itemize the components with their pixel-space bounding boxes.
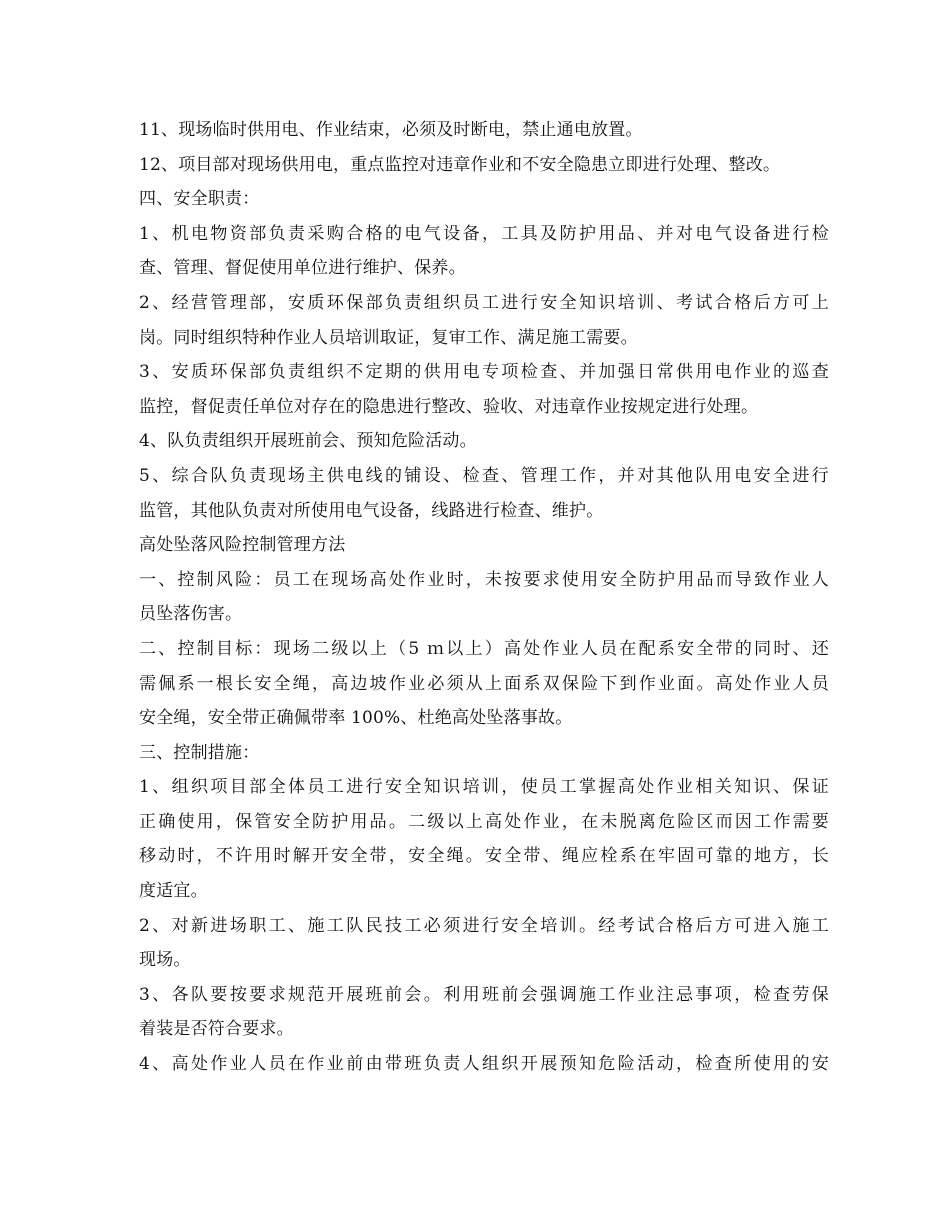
paragraph-line: 12、项目部对现场供用电，重点监控对违章作业和不安全隐患立即进行处理、整改。 [139,154,781,175]
paragraph-line: 岗。同时组织特种作业人员培训取证，复审工作、满足施工需要。 [139,327,638,348]
section-heading: 三、控制措施： [139,742,260,763]
paragraph-line: 2、对新进场职工、施工队民技工必须进行安全培训。经考试合格后方可进入施工 [139,915,829,936]
paragraph-line: 11、现场临时供用电、作业结束，必须及时断电，禁止通电放置。 [139,120,643,140]
paragraph-line: 安全绳，安全带正确佩带率 100%、杜绝高处坠落事故。 [139,708,573,729]
section-heading: 四、安全职责： [139,189,260,210]
paragraph-line: 3、安质环保部负责组织不定期的供用电专项检查、并加强日常供用电作业的巡查 [139,362,829,383]
paragraph-line: 需佩系一根长安全绳，高边坡作业必须从上面系双保险下到作业面。高处作业人员 [139,673,829,694]
paragraph-line: 2、经营管理部，安质环保部负责组织员工进行安全知识培训、考试合格后方可上 [139,292,829,313]
paragraph-line: 着装是否符合要求。 [139,1019,294,1040]
paragraph-line: 二、控制目标：现场二级以上（5 ｍ以上）高处作业人员在配系安全带的同时、还 [139,638,829,659]
paragraph-line: 移动时，不许用时解开安全带，安全绳。安全带、绳应栓系在牢固可靠的地方，长 [139,846,829,867]
paragraph-line: 度适宜。 [139,881,208,902]
paragraph-line: 查、管理、督促使用单位进行维护、保养。 [139,258,466,279]
paragraph-line: 4、高处作业人员在作业前由带班负责人组织开展预知危险活动，检查所使用的安 [139,1054,829,1075]
paragraph-line: 一、控制风险：员工在现场高处作业时，未按要求使用安全防护用品而导致作业人 [139,569,829,590]
paragraph-line: 正确使用，保管安全防护用品。二级以上高处作业，在未脱离危险区而因工作需要 [139,811,829,832]
section-title: 高处坠落风险控制管理方法 [139,535,346,556]
paragraph-line: 1、机电物资部负责采购合格的电气设备，工具及防护用品、并对电气设备进行检 [139,223,829,244]
paragraph-line: 监管，其他队负责对所使用电气设备，线路进行检查、维护。 [139,500,604,521]
paragraph-line: 现场。 [139,950,191,971]
paragraph-line: 5、综合队负责现场主供电线的铺设、检查、管理工作，并对其他队用电安全进行 [139,465,829,486]
paragraph-line: 1、组织项目部全体员工进行安全知识培训，使员工掌握高处作业相关知识、保证 [139,777,829,798]
paragraph-line: 4、队负责组织开展班前会、预知危险活动。 [139,431,477,452]
paragraph-line: 3、各队要按要求规范开展班前会。利用班前会强调施工作业注忌事项，检查劳保 [139,984,829,1005]
paragraph-line: 监控，督促责任单位对存在的隐患进行整改、验收、对违章作业按规定进行处理。 [139,396,759,417]
document-body [139,113,829,1082]
paragraph-line: 员坠落伤害。 [139,604,243,625]
